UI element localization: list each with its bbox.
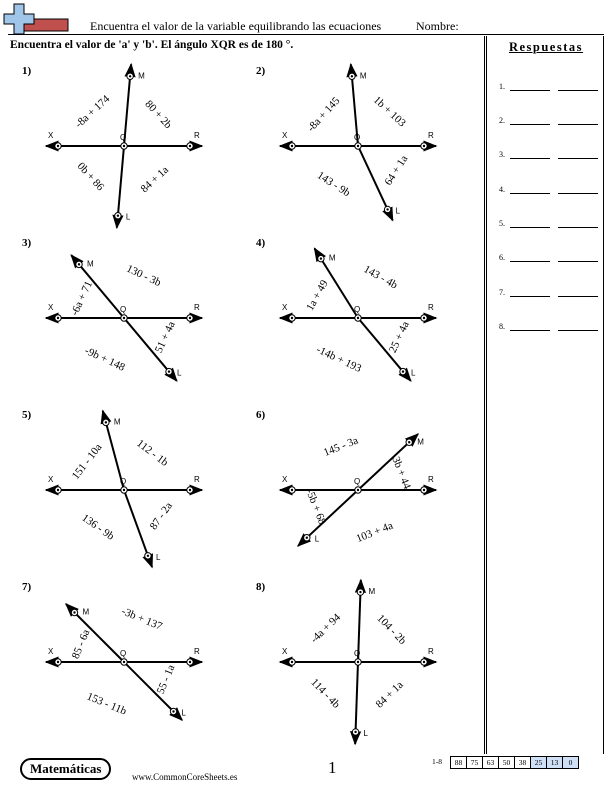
angle-expression: -3b + 137 [119,605,164,633]
point-dot [357,661,359,663]
point-dot [57,661,59,663]
point-label-q: Q [354,305,361,314]
point-label-m: M [138,71,145,81]
angle-expression: 151 - 10a [69,441,105,482]
answer-blank-a[interactable] [510,219,550,228]
angle-expression: 130 - 3b [124,262,163,290]
angle-expression: 136 - 9b [79,511,117,543]
problem-number: 1) [22,65,32,77]
point-dot [105,421,107,423]
point-label-l: L [181,708,186,718]
score-cell: 63 [483,756,499,769]
answer-row [499,116,598,125]
angle-expression: 0b + 86 [74,160,107,194]
answer-number: 5. [499,219,505,228]
answer-number: 6. [499,253,505,262]
point-label-r: R [428,475,434,484]
angle-expression: -5b + 68 [303,487,329,527]
point-dot [168,370,170,372]
answer-number: 1. [499,82,505,91]
point-dot [172,710,174,712]
score-cell: 75 [467,756,483,769]
point-dot [357,489,359,491]
angle-expression: 87 - 2a [147,500,175,533]
score-cell: 13 [547,756,563,769]
point-label-l: L [363,728,369,738]
answer-title: Respuestas [508,40,584,54]
answer-blank-b[interactable] [558,219,598,228]
angle-expression: 51 + 4a [152,319,178,355]
point-dot [386,208,388,210]
angle-expression: -8a + 145 [305,94,343,135]
point-label-m: M [359,71,367,81]
point-dot [291,489,293,491]
answer-blank-b[interactable] [558,185,598,194]
angle-expression: 104 - 2b [374,612,409,648]
score-range-label: 1-8 [432,757,442,766]
answer-number: 4. [499,185,505,194]
angle-expression: 84 + 1a [138,163,172,196]
answer-number: 3. [499,150,505,159]
page-number: 1 [328,758,337,777]
problem-number: 4) [256,237,266,249]
point-dot [123,661,125,663]
angle-expression: 25 + 4a [386,319,412,355]
instructions: Encuentra el valor de 'a' y 'b'. El ángulo XQR es de 180 °. [10,39,294,51]
point-dot [57,317,59,319]
point-label-l: L [410,368,416,378]
page-footer [0,754,612,792]
score-table [432,756,579,769]
point-label-r: R [194,647,200,656]
problem-2 [256,64,436,220]
point-dot [123,489,125,491]
point-dot [189,145,191,147]
brand-badge: Matemáticas [20,758,111,780]
problems-area [0,50,484,750]
point-label-r: R [428,647,434,656]
point-label-x: X [282,647,288,656]
answer-blank-a[interactable] [510,116,550,125]
point-dot [189,489,191,491]
point-dot [291,661,293,663]
worksheet-title: Encuentra el valor de la variable equilibrando las ecuaciones [90,19,382,33]
point-label-x: X [48,131,54,140]
point-label-r: R [428,303,434,312]
problem-7 [22,581,202,720]
angle-expression: 153 - 11b [84,690,129,718]
angle-expression: -8a + 174 [72,93,113,131]
point-dot [359,591,361,593]
point-label-m: M [87,259,94,269]
point-label-l: L [314,534,320,544]
angle-expression: 55 - 1a [154,663,178,696]
point-label-q: Q [354,133,361,142]
point-label-x: X [282,303,288,312]
answer-row [499,322,598,331]
point-label-m: M [113,417,121,427]
point-dot [306,537,308,539]
point-dot [402,370,404,372]
point-label-m: M [417,437,424,447]
point-label-q: Q [120,133,127,142]
point-dot [357,317,359,319]
angle-expression: -6a + 71 [68,279,96,318]
point-dot [147,555,149,557]
answer-blank-a[interactable] [510,322,550,331]
point-label-q: Q [120,649,127,658]
point-dot [351,75,353,77]
point-label-l: L [395,206,401,216]
answer-blank-b[interactable] [558,82,598,91]
name-label: Nombre: [416,19,459,33]
problem-number: 3) [22,237,32,249]
point-label-x: X [48,475,54,484]
answer-blank-b[interactable] [558,150,598,159]
point-dot [57,489,59,491]
point-label-x: X [48,647,54,656]
answer-blank-b[interactable] [558,253,598,262]
point-dot [78,263,80,265]
answer-blank-b[interactable] [558,116,598,125]
answer-number: 7. [499,288,505,297]
point-label-m: M [328,253,336,263]
answer-row [499,150,598,159]
problem-number: 8) [256,581,266,593]
angle-expression: -4a + 94 [308,611,344,646]
score-cell: 88 [450,756,467,769]
answer-blank-b[interactable] [558,322,598,331]
angle-expression: 1b + 103 [370,94,408,130]
problem-1 [22,64,202,227]
point-label-r: R [194,131,200,140]
angle-expression: 3b + 44 [389,455,413,491]
point-label-q: Q [120,477,127,486]
answer-number: 2. [499,116,505,125]
problem-4 [256,237,436,381]
score-cell: 25 [531,756,547,769]
angle-expression: 143 - 4b [361,263,400,292]
answer-row [499,82,598,91]
point-label-q: Q [120,305,127,314]
angle-expression: 143 - 9b [314,169,353,200]
answer-row [499,185,598,194]
angle-expression: 85 - 6a [69,627,93,661]
answer-panel [484,36,604,754]
point-label-q: Q [354,477,361,486]
angle-expression: -14b + 193 [314,343,364,375]
answer-blank-b[interactable] [558,288,598,297]
score-cell: 38 [515,756,531,769]
point-dot [117,215,119,217]
point-label-m: M [82,607,90,617]
plus-logo-icon [2,2,72,36]
angle-expression: -9b + 148 [82,344,127,374]
angle-expression: 114 - 4b [308,676,343,711]
angle-expression: 1a + 49 [304,278,331,313]
point-dot [291,145,293,147]
angle-expression: 80 + 2b [142,98,175,132]
angle-expression: 145 - 3a [321,434,360,459]
problem-number: 6) [256,409,266,421]
point-label-x: X [48,303,54,312]
answer-row [499,219,598,228]
answer-blank-a[interactable] [510,288,550,297]
header-divider [8,34,604,35]
point-dot [423,317,425,319]
point-label-l: L [125,212,131,222]
problem-5 [22,409,202,567]
problem-6 [256,409,436,546]
site-url[interactable]: www.CommonCoreSheets.es [132,772,238,782]
problem-number: 2) [256,65,266,77]
point-dot [57,145,59,147]
problem-number: 7) [22,581,32,593]
point-dot [320,257,322,259]
angle-expression: 103 + 4a [354,519,395,546]
problem-3 [22,237,202,381]
point-dot [291,317,293,319]
point-dot [423,145,425,147]
point-dot [123,145,125,147]
answer-row [499,253,598,262]
point-dot [423,661,425,663]
point-dot [354,731,356,733]
angle-expression: 64 + 1a [382,153,411,188]
answer-number: 8. [499,322,505,331]
score-cell: 50 [499,756,515,769]
point-dot [357,145,359,147]
point-dot [189,317,191,319]
page-header [0,0,612,36]
answer-blank-a[interactable] [510,82,550,91]
point-label-l: L [155,552,161,562]
point-label-m: M [368,587,376,597]
point-label-r: R [428,131,434,140]
point-label-r: R [194,303,200,312]
point-dot [189,661,191,663]
problem-8 [256,580,436,744]
answer-blank-a[interactable] [510,150,550,159]
answer-blank-a[interactable] [510,253,550,262]
point-label-r: R [194,475,200,484]
answer-row [499,288,598,297]
problem-number: 5) [22,409,32,421]
point-label-x: X [282,131,288,140]
point-dot [129,75,131,77]
point-dot [73,611,75,613]
answer-blank-a[interactable] [510,185,550,194]
point-dot [408,441,410,443]
point-label-x: X [282,475,288,484]
point-dot [123,317,125,319]
score-cell: 0 [563,756,579,769]
point-label-q: Q [354,649,361,658]
point-label-l: L [176,368,182,378]
angle-expression: 84 + 1a [373,678,406,711]
angle-expression: 112 - 1b [134,437,171,469]
point-dot [423,489,425,491]
